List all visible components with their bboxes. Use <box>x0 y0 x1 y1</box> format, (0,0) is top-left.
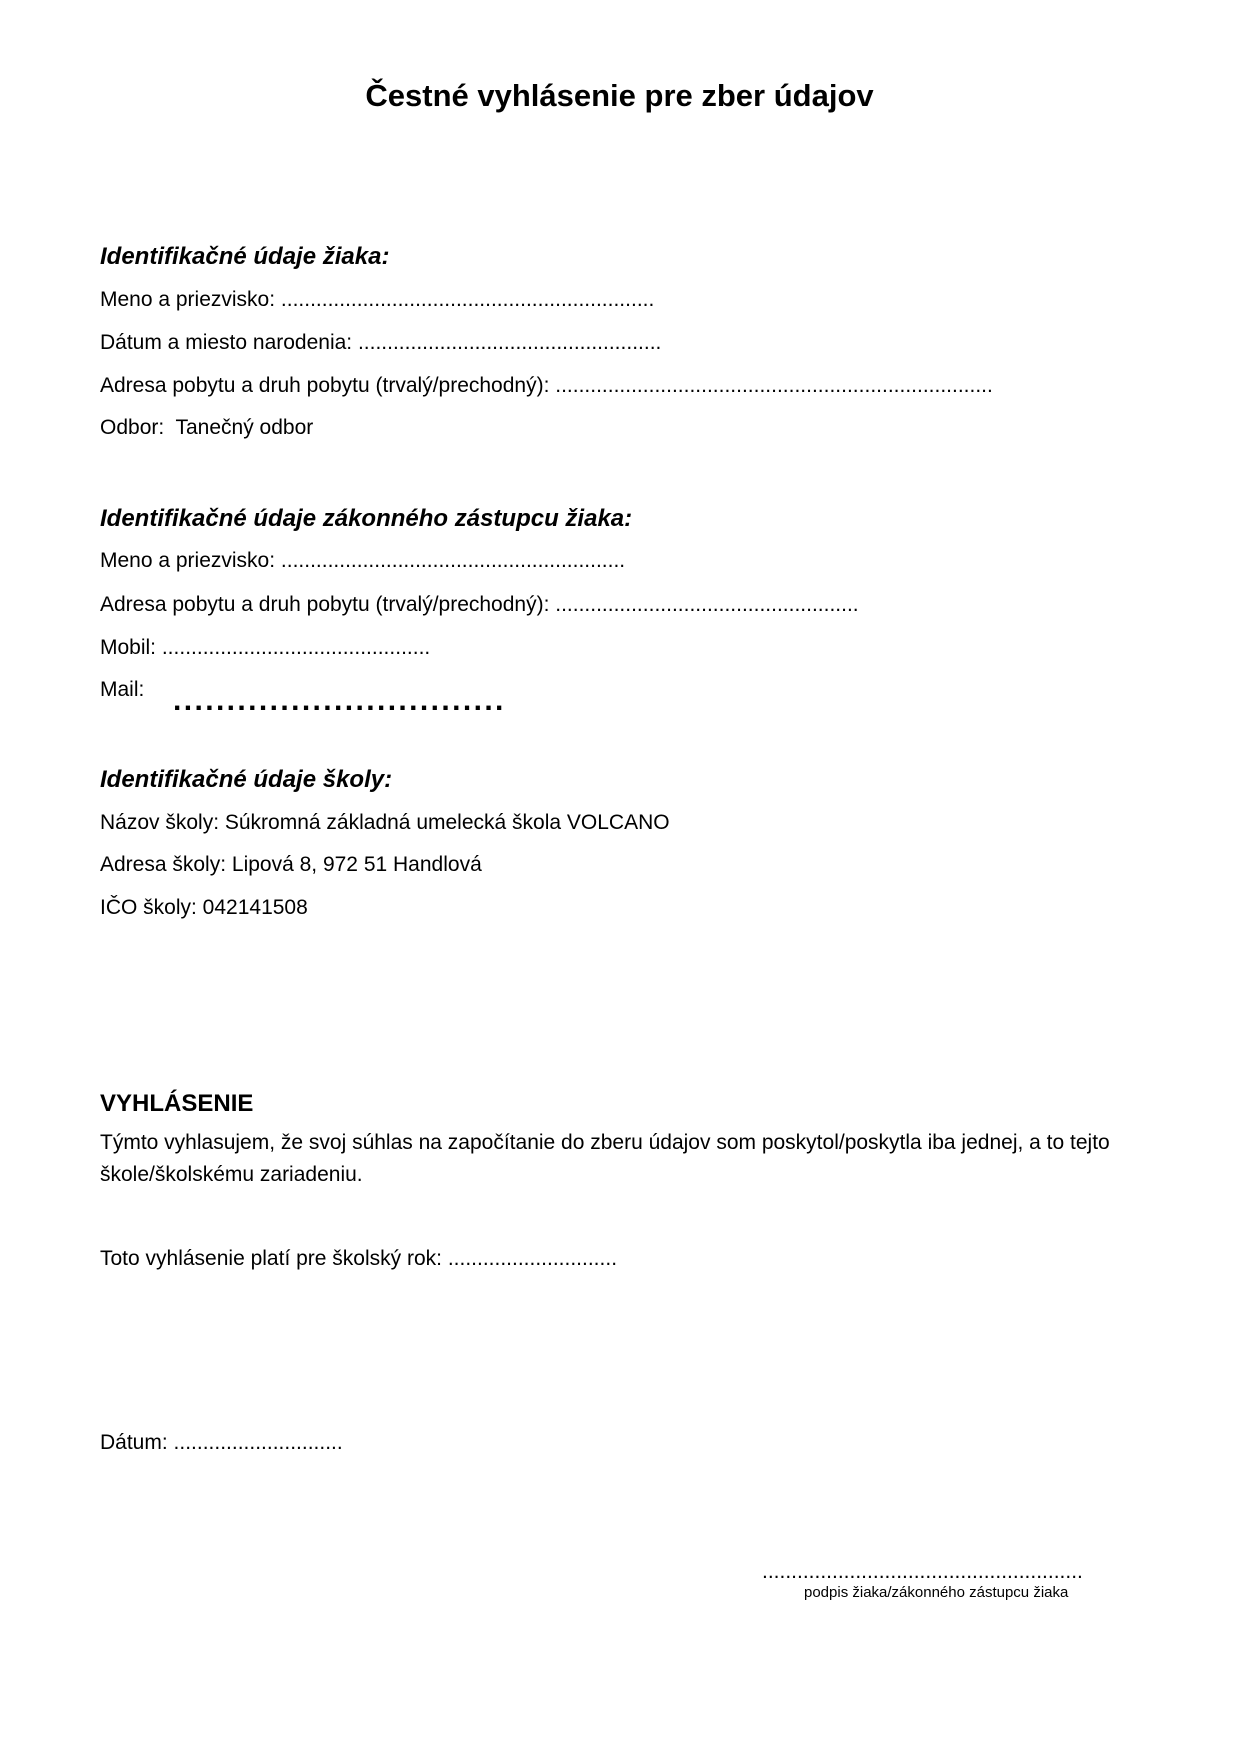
school-address: Adresa školy: Lipová 8, 972 51 Handlová <box>100 853 482 876</box>
guardian-mail-field[interactable]: ............................... <box>173 684 506 717</box>
signature-line[interactable]: ....................................................... <box>762 1560 1083 1583</box>
school-section-heading: Identifikačné údaje školy: <box>100 766 393 793</box>
department-value: Tanečný odbor <box>175 416 314 439</box>
school-name: Názov školy: Súkromná základná umelecká škola VOLCANO <box>100 811 670 834</box>
student-name-field[interactable]: Meno a priezvisko: ................................................................ <box>100 288 655 311</box>
guardian-name-field[interactable]: Meno a priezvisko: ........................................................... <box>100 549 626 572</box>
guardian-address-field[interactable]: Adresa pobytu a druh pobytu (trvalý/prechodný): .................................................... <box>100 593 859 616</box>
school-ico: IČO školy: 042141508 <box>100 896 308 919</box>
student-address-field[interactable]: Adresa pobytu a druh pobytu (trvalý/prechodný): ........................................................................... <box>100 374 993 397</box>
student-birth-field[interactable]: Dátum a miesto narodenia: .................................................... <box>100 331 662 354</box>
guardian-mobile-field[interactable]: Mobil: .............................................. <box>100 636 431 659</box>
guardian-mail-label: Mail: <box>100 678 145 701</box>
student-section-heading: Identifikačné údaje žiaka: <box>100 243 390 270</box>
declaration-heading: VYHLÁSENIE <box>100 1090 254 1117</box>
student-department <box>100 416 313 440</box>
signature-caption: podpis žiaka/zákonného zástupcu žiaka <box>804 1584 1069 1601</box>
guardian-section-heading: Identifikačné údaje zákonného zástupcu žiaka: <box>100 505 633 532</box>
declaration-text: Týmto vyhlasujem, že svoj súhlas na započítanie do zberu údajov som poskytol/poskytla iba jednej, a to tejto škole/školskému zariadeniu. <box>100 1131 1110 1186</box>
department-label: Odbor: <box>100 416 165 439</box>
document-title: Čestné vyhlásenie pre zber údajov <box>365 78 874 113</box>
school-year-field[interactable]: Toto vyhlásenie platí pre školský rok: ............................. <box>100 1247 618 1270</box>
date-field[interactable]: Dátum: ............................. <box>100 1431 343 1454</box>
